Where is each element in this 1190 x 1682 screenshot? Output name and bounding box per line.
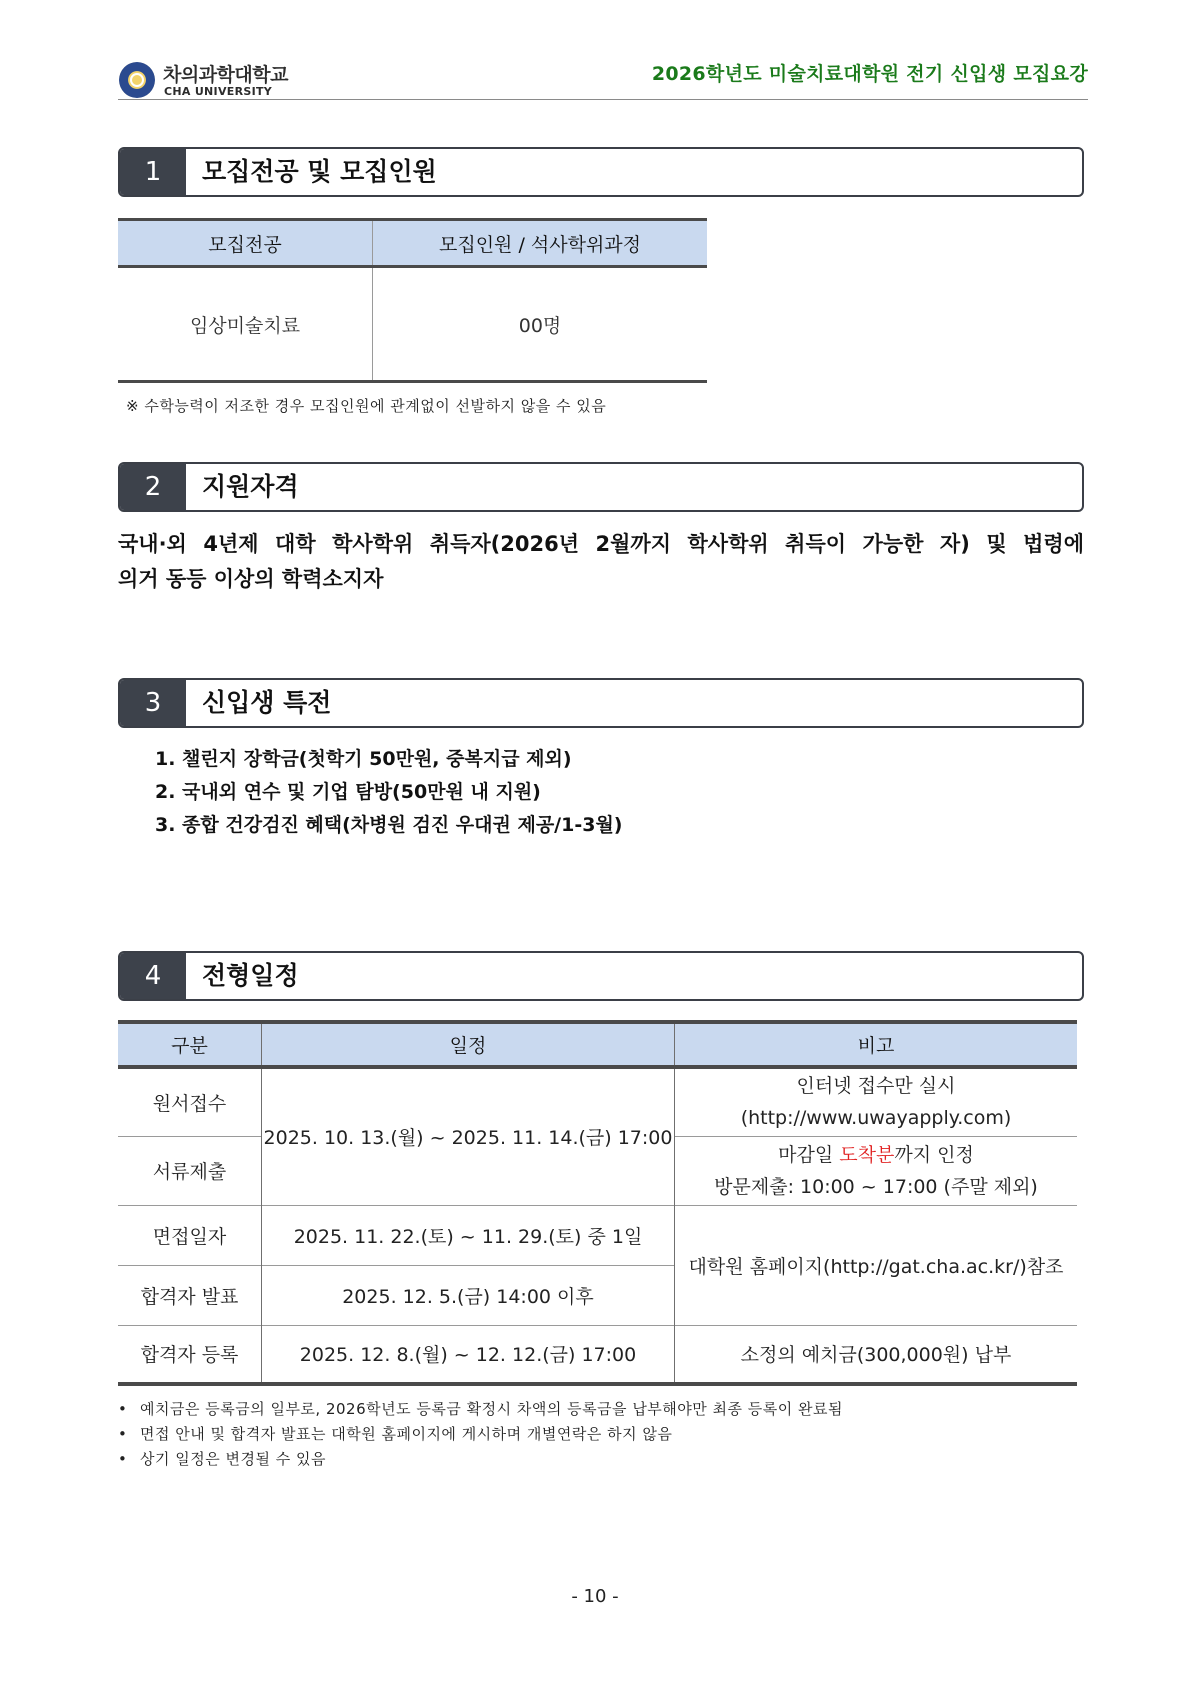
table-cell xyxy=(675,1067,1078,1136)
document-title: 2026학년도 미술치료대학원 전기 신입생 모집요강 xyxy=(651,63,1088,85)
table-cell: 서류제출 xyxy=(118,1136,262,1205)
section-number: 1 xyxy=(120,149,186,195)
section-title: 지원자격 xyxy=(202,472,299,501)
table-cell: 임상미술치료 xyxy=(118,267,373,382)
section-title: 신입생 특전 xyxy=(202,688,332,717)
table-cell: 대학원 홈페이지(http://gat.cha.ac.kr/)참조 xyxy=(675,1205,1078,1325)
table-header: 모집인원 / 석사학위과정 xyxy=(373,220,708,267)
table-cell: 면접일자 xyxy=(118,1205,262,1265)
schedule-note-text: 예치금은 등록금의 일부로, 2026학년도 등록금 확정시 차액의 등록금을 납부해야만 최종 등록이 완료됨 xyxy=(140,1400,843,1418)
note-text: 마감일 xyxy=(778,1143,840,1166)
section-header-4 xyxy=(118,951,1084,1001)
table-cell xyxy=(675,1136,1078,1205)
table-cell: 2025. 10. 13.(월) ~ 2025. 11. 14.(금) 17:00 xyxy=(262,1067,675,1205)
page-number: - 10 - xyxy=(571,1586,619,1607)
note-line: 인터넷 접수만 실시 xyxy=(796,1075,956,1098)
table-cell: 합격자 등록 xyxy=(118,1325,262,1384)
schedule-note: • 면접 안내 및 합격자 발표는 대학원 홈페이지에 게시하며 개별연락은 하지 않음 xyxy=(118,1425,673,1443)
section-title: 전형일정 xyxy=(202,961,299,990)
schedule-note-text: 상기 일정은 변경될 수 있음 xyxy=(140,1450,326,1468)
schedule-note: • 상기 일정은 변경될 수 있음 xyxy=(118,1450,326,1468)
note-line xyxy=(675,1139,1077,1171)
qualification-text: 의거 동등 이상의 학력소지자 xyxy=(118,567,384,591)
section-number: 3 xyxy=(120,680,186,726)
table-header: 일정 xyxy=(262,1022,675,1067)
benefit-item: 1. 챌린지 장학금(첫학기 50만원, 중복지급 제외) xyxy=(155,748,572,770)
table-header: 모집전공 xyxy=(118,220,373,267)
benefit-item: 3. 종합 건강검진 혜택(차병원 검진 우대권 제공/1-3월) xyxy=(155,814,623,836)
table-cell: 2025. 11. 22.(토) ~ 11. 29.(토) 중 1일 xyxy=(262,1205,675,1265)
recruitment-table xyxy=(118,218,707,383)
qualification-text: 국내·외 4년제 대학 학사학위 취득자(2026년 2월까지 학사학위 취득이 가능한 자) 및 법령에 xyxy=(118,532,1084,556)
section-number: 4 xyxy=(120,953,186,999)
section-header-1 xyxy=(118,147,1084,197)
schedule-table xyxy=(118,1020,1077,1386)
section-number: 2 xyxy=(120,464,186,510)
table-header: 구분 xyxy=(118,1022,262,1067)
note-text: 까지 인정 xyxy=(894,1143,974,1166)
table-cell: 2025. 12. 5.(금) 14:00 이후 xyxy=(262,1265,675,1325)
section-header-2 xyxy=(118,462,1084,512)
section-header-3 xyxy=(118,678,1084,728)
benefit-item: 2. 국내외 연수 및 기업 탐방(50만원 내 지원) xyxy=(155,781,541,803)
note-highlight: 도착분 xyxy=(839,1143,895,1166)
schedule-note: • 예치금은 등록금의 일부로, 2026학년도 등록금 확정시 차액의 등록금을 납부해야만 최종 등록이 완료됨 xyxy=(118,1400,843,1418)
table-cell: 00명 xyxy=(373,267,708,382)
section-title: 모집전공 및 모집인원 xyxy=(202,157,437,186)
table-cell: 원서접수 xyxy=(152,1092,227,1115)
university-logo-emblem xyxy=(119,62,155,98)
note-line: (http://www.uwayapply.com) xyxy=(740,1107,1012,1130)
table-header: 비고 xyxy=(675,1022,1078,1067)
header-divider xyxy=(118,99,1088,100)
note-line: 방문제출: 10:00 ~ 17:00 (주말 제외) xyxy=(714,1175,1038,1198)
table-cell: 2025. 12. 8.(월) ~ 12. 12.(금) 17:00 xyxy=(262,1325,675,1384)
recruitment-note: ※ 수학능력이 저조한 경우 모집인원에 관계없이 선발하지 않을 수 있음 xyxy=(126,397,607,415)
university-name-korean: 차의과학대학교 xyxy=(163,64,288,86)
schedule-note-text: 면접 안내 및 합격자 발표는 대학원 홈페이지에 게시하며 개별연락은 하지 않음 xyxy=(140,1425,673,1443)
university-name-english: CHA UNIVERSITY xyxy=(164,85,273,98)
table-cell: 합격자 발표 xyxy=(118,1265,262,1325)
table-cell: 소정의 예치금(300,000원) 납부 xyxy=(675,1325,1078,1384)
